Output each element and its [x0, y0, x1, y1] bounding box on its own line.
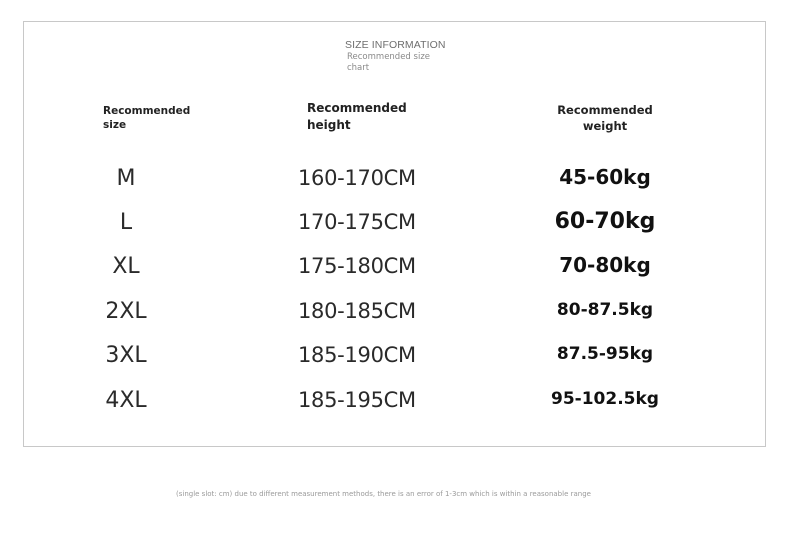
column-header-height: Recommended height — [307, 101, 407, 132]
weight-cell: 87.5-95kg — [556, 344, 654, 364]
table-row — [0, 388, 790, 428]
height-cell: 180-185CM — [298, 299, 416, 323]
size-cell: 3XL — [105, 343, 147, 368]
table-row — [0, 254, 790, 294]
height-cell: 170-175CM — [298, 210, 416, 234]
weight-cell: 80-87.5kg — [556, 300, 654, 320]
weight-cell: 45-60kg — [559, 165, 651, 189]
height-cell: 160-170CM — [298, 166, 416, 190]
table-row — [0, 166, 790, 206]
height-cell: 185-190CM — [298, 343, 416, 367]
measurement-footnote: (single slot: cm) due to different measurement methods, there is an error of 1-3cm which is within a reasonable range — [176, 490, 591, 498]
size-cell: L — [119, 210, 133, 235]
table-row — [0, 299, 790, 339]
weight-cell: 70-80kg — [559, 253, 651, 277]
page-title: SIZE INFORMATION — [345, 39, 446, 51]
size-cell: 4XL — [105, 388, 147, 413]
column-header-size: Recommended size — [103, 105, 191, 131]
table-row — [0, 210, 790, 250]
column-header-weight: Recommended weight — [557, 103, 653, 133]
weight-cell: 95-102.5kg — [551, 389, 659, 409]
size-cell: XL — [112, 254, 140, 279]
height-cell: 175-180CM — [298, 254, 416, 278]
page-subtitle: Recommended size chart — [347, 52, 431, 73]
height-cell: 185-195CM — [298, 388, 416, 412]
size-cell: 2XL — [105, 299, 147, 324]
table-row — [0, 343, 790, 383]
size-cell: M — [116, 166, 136, 191]
weight-cell: 60-70kg — [554, 209, 656, 234]
